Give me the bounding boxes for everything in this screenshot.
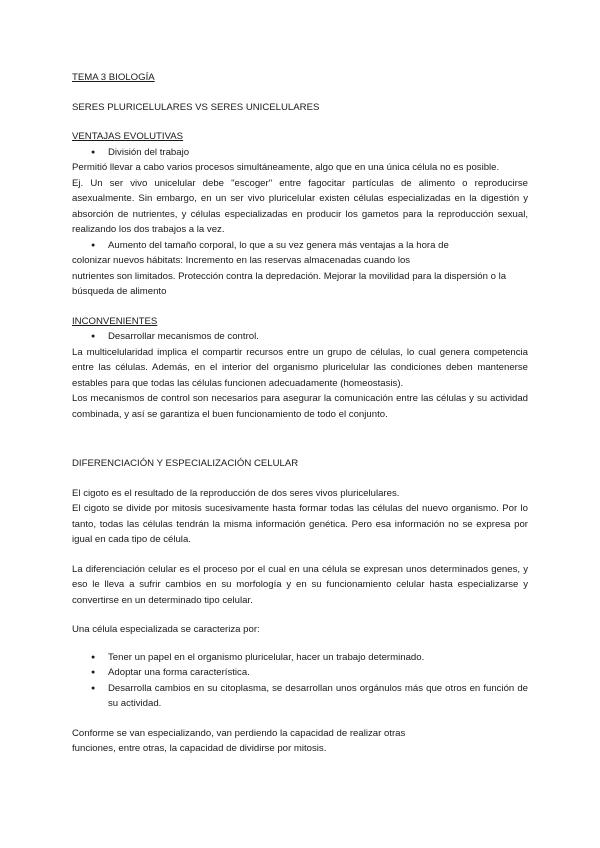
inconvenientes-heading: INCONVENIENTES [72, 315, 158, 327]
diferenciacion-para1: El cigoto se divide por mitosis sucesivamente hasta formar todas las células del nuevo organismo. Por lo tanto, todas las células tendrán la misma información genética. Pero esa información no se expresa por igual en cada tipo de célula. [72, 503, 528, 545]
characteristics-list [72, 650, 528, 712]
list-item: ● Desarrolla cambios en su citoplasma, se desarrollan unos orgánulos más que otros en función de su actividad. [72, 681, 528, 712]
document-title: TEMA 3 BIOLOGÍA [72, 72, 155, 83]
diferenciacion-para2: La diferenciación celular es el proceso por el cual en una célula se expresan unos determinados genes, y eso le lleva a sufrir cambios en su morfología y en su funcionamiento celular hasta especializarse y convertirse en un determinado tipo celular. [72, 563, 528, 606]
inconvenientes-para1: La multicelularidad implica el compartir recursos entre un grupo de células, lo cual genera competencia entre las células. Además, en el interior del organismo pluricelular las condiciones deben mantenerse estables para que todas las células funcionen adecuadamente (homeostasis). [72, 346, 528, 389]
diferenciacion-section [72, 456, 528, 757]
list-item: ● Adoptar una forma característica. [72, 665, 528, 681]
ventajas-para1: Ej. Un ser vivo unicelular debe "escoger" entre fagocitar partículas de alimento o reproducirse asexualmente. Sin embargo, en un ser vivo pluricelular existen células especializadas en la digestión y absorción de nutrientes, y células especializadas en producir los gametos para la reproducción sexual, realizando los dos trabajos a la vez. [72, 177, 528, 235]
ventajas-para2: nutrientes son limitados. Protección contra la depredación. Mejorar la movilidad para la dispersión o la búsqueda de alimento [72, 270, 507, 297]
diferenciacion-para4-line2: funciones, entre otras, la capacidad de dividirse por mitosis. [72, 743, 327, 754]
diferenciacion-para4-line1: Conforme se van especializando, van perdiendo la capacidad de realizar otras [72, 727, 406, 739]
ventajas-section [72, 129, 528, 300]
ventajas-bullet-1: ● División del trabajo [72, 145, 528, 161]
inconvenientes-section [72, 314, 528, 423]
ventajas-heading: VENTAJAS EVOLUTIVAS [72, 131, 184, 142]
document-subtitle: SERES PLURICELULARES VS SERES UNICELULARES [72, 101, 320, 113]
ventajas-bullet-2: ● Aumento del tamaño corporal, lo que a su vez genera más ventajas a la hora de [72, 238, 528, 254]
diferenciacion-para3: Una célula especializada se caracteriza por: [72, 624, 260, 635]
diferenciacion-heading: DIFERENCIACIÓN Y ESPECIALIZACIÓN CELULAR [72, 458, 299, 469]
diferenciacion-para1-line1: El cigoto es el resultado de la reproducción de dos seres vivos pluricelulares. [72, 487, 400, 499]
ventajas-para1-line1: Permitió llevar a cabo varios procesos simultáneamente, algo que en una única célula no es posible. [72, 162, 500, 173]
list-item: ● Tener un papel en el organismo pluricelular, hacer un trabajo determinado. [72, 650, 528, 666]
ventajas-para2-line1: colonizar nuevos hábitats: Incremento en las reservas almacenadas cuando los [72, 255, 411, 266]
inconvenientes-para2: Los mecanismos de control son necesarios para asegurar la comunicación entre las células y su actividad combinada, y así se garantiza el buen funcionamiento de todo el conjunto. [72, 393, 528, 420]
inconvenientes-bullet-1: ● Desarrollar mecanismos de control. [72, 329, 528, 345]
